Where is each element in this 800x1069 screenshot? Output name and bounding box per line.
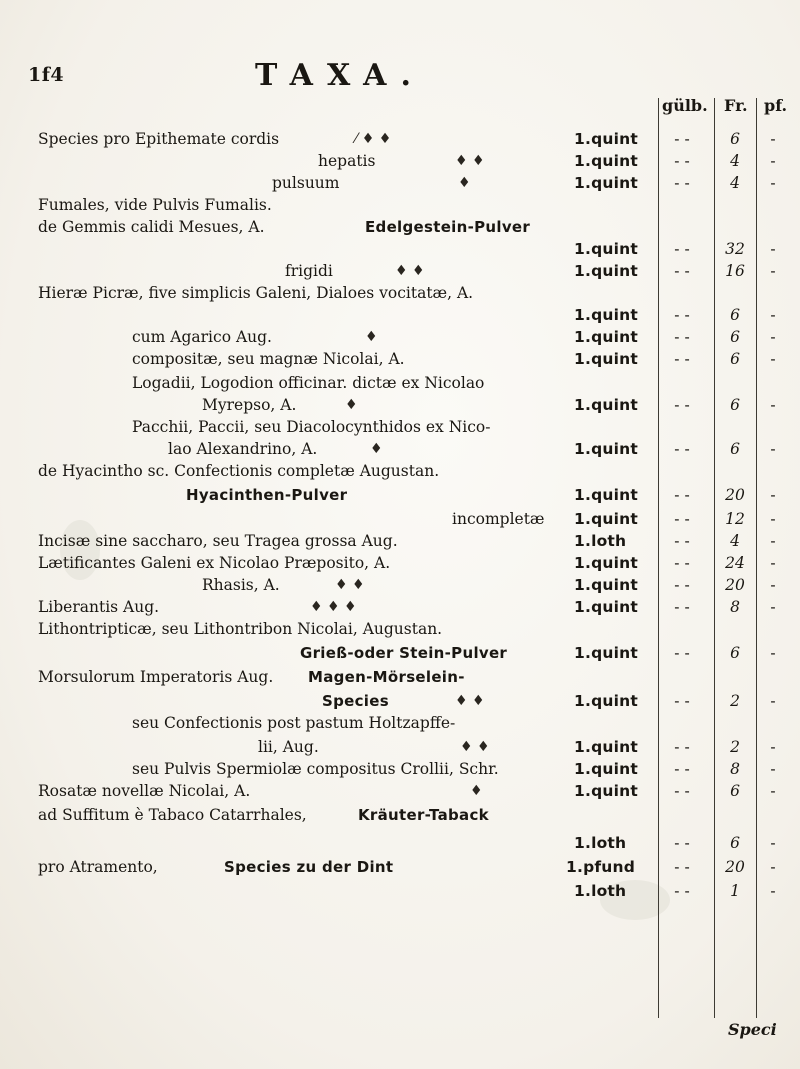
ornament-marks: ♦ ♦: [455, 693, 485, 709]
price-pfennig: -: [770, 782, 776, 800]
list-item: [0, 530, 800, 554]
entry-quantity: 1.quint: [574, 152, 638, 170]
price-kreuzer: 6: [730, 644, 740, 662]
ornament-marks: ♦ ♦: [395, 263, 425, 279]
price-kreuzer: 6: [730, 130, 740, 148]
price-kreuzer: 4: [730, 174, 740, 192]
entry-name: de Gemmis calidi Mesues, A.: [38, 218, 265, 236]
list-item: [0, 394, 800, 418]
price-kreuzer: 6: [730, 834, 740, 852]
list-item: [0, 642, 800, 666]
column-header-pfennig: pf.: [764, 96, 788, 115]
price-pfennig: -: [770, 760, 776, 778]
entry-name: ad Suffitum è Tabaco Catarrhales,: [38, 806, 307, 824]
price-pfennig: -: [770, 306, 776, 324]
entry-name: frigidi: [285, 262, 333, 280]
price-kreuzer: 1: [730, 882, 740, 900]
price-gulden: - -: [674, 396, 690, 414]
entry-german-name: Species: [322, 692, 389, 710]
price-gulden: - -: [674, 858, 690, 876]
price-pfennig: -: [770, 350, 776, 368]
entry-quantity: 1.quint: [574, 576, 638, 594]
entry-name: lao Alexandrino, A.: [168, 440, 318, 458]
price-kreuzer: 4: [730, 152, 740, 170]
list-item: [0, 150, 800, 174]
price-gulden: - -: [674, 532, 690, 550]
list-item: [0, 804, 800, 828]
entry-name: lii, Aug.: [258, 738, 319, 756]
list-item: [0, 372, 800, 396]
ornament-marks: ♦ ♦: [335, 577, 365, 593]
ornament-marks: ♦: [345, 397, 358, 413]
list-item: [0, 484, 800, 508]
entry-quantity: 1.quint: [574, 738, 638, 756]
price-gulden: - -: [674, 882, 690, 900]
entry-name: compositæ, seu magnæ Nicolai, A.: [132, 350, 405, 368]
list-item: [0, 326, 800, 350]
price-pfennig: -: [770, 486, 776, 504]
list-item: [0, 666, 800, 690]
list-item: [0, 758, 800, 782]
price-gulden: - -: [674, 644, 690, 662]
entry-name: Lætificantes Galeni ex Nicolao Præposito, A.: [38, 554, 391, 572]
price-gulden: - -: [674, 738, 690, 756]
price-kreuzer: 6: [730, 328, 740, 346]
entry-quantity: 1.quint: [574, 692, 638, 710]
entry-quantity: 1.loth: [574, 834, 627, 852]
price-kreuzer: 24: [725, 554, 745, 572]
entry-quantity: 1.quint: [574, 644, 638, 662]
price-gulden: - -: [674, 130, 690, 148]
price-pfennig: -: [770, 858, 776, 876]
entry-name: pro Atramento,: [38, 858, 158, 876]
price-gulden: - -: [674, 510, 690, 528]
entry-name: Rosatæ novellæ Nicolai, A.: [38, 782, 251, 800]
entry-quantity: 1.quint: [574, 396, 638, 414]
entry-name: incompletæ: [452, 510, 545, 528]
price-pfennig: -: [770, 882, 776, 900]
entry-name: seu Confectionis post pastum Holtzapffe-: [132, 714, 456, 732]
price-gulden: - -: [674, 174, 690, 192]
price-pfennig: -: [770, 262, 776, 280]
price-gulden: - -: [674, 152, 690, 170]
entry-quantity: 1.quint: [574, 486, 638, 504]
price-pfennig: -: [770, 396, 776, 414]
list-item: [0, 460, 800, 484]
ornament-marks: ♦: [370, 441, 383, 457]
list-item: [0, 238, 800, 262]
list-item: [0, 172, 800, 196]
entry-quantity: 1.quint: [574, 510, 638, 528]
entry-quantity: 1.quint: [574, 350, 638, 368]
entry-quantity: 1.pfund: [566, 858, 636, 876]
price-kreuzer: 6: [730, 782, 740, 800]
entry-name: Incisæ sine saccharo, seu Tragea grossa Aug.: [38, 532, 398, 550]
list-item: [0, 832, 800, 856]
page-number: 1f4: [28, 64, 65, 86]
ornament-marks: ♦: [365, 329, 378, 345]
list-item: [0, 780, 800, 804]
list-item: [0, 856, 800, 880]
entry-name: Logadii, Logodion officinar. dictæ ex Nicolao: [132, 374, 485, 392]
entry-name: pulsuum: [272, 174, 340, 192]
price-kreuzer: 2: [730, 738, 740, 756]
column-header-gulden: gülb.: [662, 96, 708, 115]
entry-quantity: 1.quint: [574, 598, 638, 616]
price-kreuzer: 20: [725, 486, 745, 504]
entry-name: Rhasis, A.: [202, 576, 280, 594]
price-kreuzer: 16: [725, 262, 745, 280]
list-item: [0, 416, 800, 440]
catchword: Speci: [728, 1020, 777, 1039]
entry-name: Myrepso, A.: [202, 396, 297, 414]
price-gulden: - -: [674, 598, 690, 616]
list-item: [0, 508, 800, 532]
list-item: [0, 596, 800, 620]
price-pfennig: -: [770, 130, 776, 148]
price-gulden: - -: [674, 328, 690, 346]
entry-quantity: 1.quint: [574, 760, 638, 778]
entry-german-name: Kräuter-Taback: [358, 806, 489, 824]
list-item: [0, 128, 800, 152]
ornament-marks: ♦: [458, 175, 471, 191]
price-pfennig: -: [770, 834, 776, 852]
price-kreuzer: 20: [725, 858, 745, 876]
ornament-marks: ♦: [470, 783, 483, 799]
entry-name: hepatis: [318, 152, 376, 170]
entry-german-name: Species zu der Dint: [224, 858, 394, 876]
price-pfennig: -: [770, 328, 776, 346]
price-pfennig: -: [770, 738, 776, 756]
entry-quantity: 1.quint: [574, 130, 638, 148]
entry-german-name: Magen-Mörselein-: [308, 668, 465, 686]
list-item: [0, 880, 800, 904]
price-gulden: - -: [674, 576, 690, 594]
entry-name: Morsulorum Imperatoris Aug.: [38, 668, 274, 686]
list-item: [0, 304, 800, 328]
entry-name: Hieræ Picræ, five simplicis Galeni, Dialoes vocitatæ, A.: [38, 284, 474, 302]
price-kreuzer: 6: [730, 396, 740, 414]
ornament-marks: ♦ ♦ ♦: [310, 599, 357, 615]
list-item: [0, 260, 800, 284]
entry-quantity: 1.loth: [574, 532, 627, 550]
entry-name: Lithontripticæ, seu Lithontribon Nicolai, Augustan.: [38, 620, 443, 638]
price-kreuzer: 2: [730, 692, 740, 710]
entry-name: cum Agarico Aug.: [132, 328, 272, 346]
entry-name: de Hyacintho sc. Confectionis completæ Augustan.: [38, 462, 440, 480]
entry-name: Pacchii, Paccii, seu Diacolocynthidos ex Nico-: [132, 418, 491, 436]
list-item: [0, 690, 800, 714]
price-pfennig: -: [770, 692, 776, 710]
price-kreuzer: 4: [730, 532, 740, 550]
price-pfennig: -: [770, 240, 776, 258]
entry-quantity: 1.quint: [574, 240, 638, 258]
price-pfennig: -: [770, 576, 776, 594]
price-pfennig: -: [770, 174, 776, 192]
entry-name: Fumales, vide Pulvis Fumalis.: [38, 196, 272, 214]
price-kreuzer: 20: [725, 576, 745, 594]
price-kreuzer: 6: [730, 306, 740, 324]
entry-quantity: 1.quint: [574, 328, 638, 346]
price-gulden: - -: [674, 262, 690, 280]
ornament-marks: ♦ ♦: [455, 153, 485, 169]
column-header-kreuzer: Fr.: [724, 96, 748, 115]
list-item: [0, 348, 800, 372]
entry-quantity: 1.quint: [574, 782, 638, 800]
price-gulden: - -: [674, 486, 690, 504]
entry-name: seu Pulvis Spermiolæ compositus Crollii, Schr.: [132, 760, 499, 778]
price-kreuzer: 6: [730, 440, 740, 458]
price-gulden: - -: [674, 440, 690, 458]
entry-name: Liberantis Aug.: [38, 598, 160, 616]
price-kreuzer: 8: [730, 760, 740, 778]
entry-quantity: 1.quint: [574, 174, 638, 192]
ornament-marks: ⁄ ♦ ♦: [355, 131, 392, 147]
price-pfennig: -: [770, 644, 776, 662]
list-item: [0, 712, 800, 736]
price-kreuzer: 6: [730, 350, 740, 368]
list-item: [0, 216, 800, 240]
entry-quantity: 1.quint: [574, 440, 638, 458]
price-gulden: - -: [674, 782, 690, 800]
list-item: [0, 194, 800, 218]
price-pfennig: -: [770, 510, 776, 528]
list-item: [0, 438, 800, 462]
price-kreuzer: 32: [725, 240, 745, 258]
price-gulden: - -: [674, 692, 690, 710]
list-item: [0, 282, 800, 306]
price-gulden: - -: [674, 554, 690, 572]
entry-german-name: Hyacinthen-Pulver: [186, 486, 348, 504]
price-gulden: - -: [674, 306, 690, 324]
entry-quantity: 1.quint: [574, 262, 638, 280]
list-item: [0, 574, 800, 598]
list-item: [0, 736, 800, 760]
list-item: [0, 618, 800, 642]
price-pfennig: -: [770, 440, 776, 458]
price-gulden: - -: [674, 350, 690, 368]
running-title: TAXA.: [255, 58, 425, 93]
ornament-marks: ♦ ♦: [460, 739, 490, 755]
price-pfennig: -: [770, 598, 776, 616]
entry-name: Species pro Epithemate cordis: [38, 130, 280, 148]
price-gulden: - -: [674, 240, 690, 258]
price-pfennig: -: [770, 532, 776, 550]
list-item: [0, 552, 800, 576]
entry-quantity: 1.loth: [574, 882, 627, 900]
price-kreuzer: 12: [725, 510, 745, 528]
entry-german-name: Edelgestein-Pulver: [365, 218, 531, 236]
price-kreuzer: 8: [730, 598, 740, 616]
entry-quantity: 1.quint: [574, 554, 638, 572]
price-gulden: - -: [674, 760, 690, 778]
price-pfennig: -: [770, 152, 776, 170]
entry-german-name: Grieß-oder Stein-Pulver: [300, 644, 508, 662]
price-pfennig: -: [770, 554, 776, 572]
entry-quantity: 1.quint: [574, 306, 638, 324]
price-gulden: - -: [674, 834, 690, 852]
